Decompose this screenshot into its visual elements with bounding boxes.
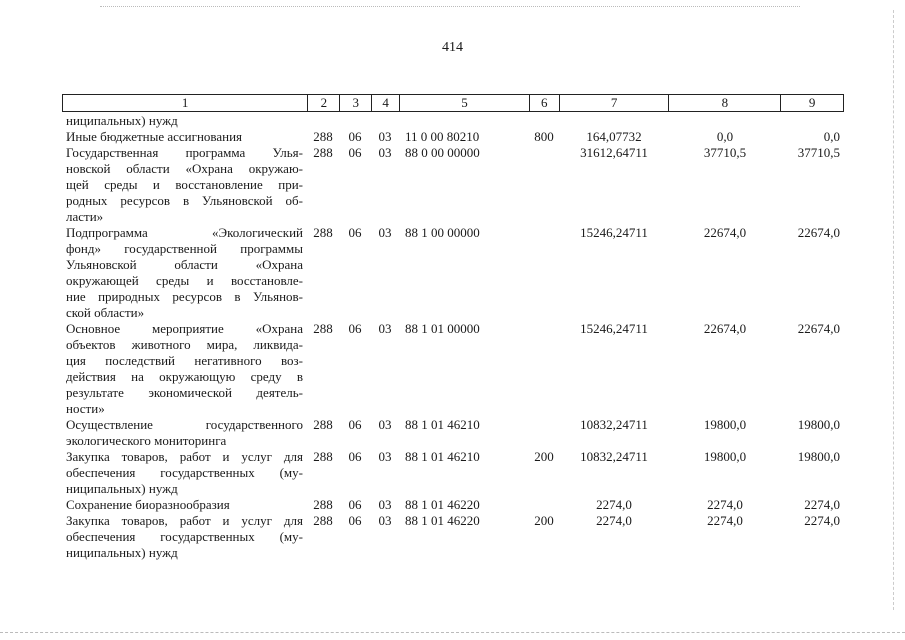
row-description [62,145,307,225]
table-row [62,449,844,497]
ministry-code: 288 [313,225,333,240]
row-description [62,225,307,321]
ministry-code: 288 [313,449,333,464]
scan-artifact-top [100,6,800,8]
target-article: 88 0 00 00000 [405,145,480,160]
amount-col-9 [781,113,844,129]
amount-col-9: 19800,0 [797,449,840,464]
expense-type [529,113,559,129]
section-code: 06 [348,145,362,160]
amount-col-7: 10832,24711 [580,449,648,464]
description-line: результате экономической деятель- [66,385,303,400]
header-col-4: 4 [371,95,399,111]
description-line: ской области» [66,305,145,320]
description-line: Закупка товаров, работ и услуг для [66,449,303,464]
amount-col-7: 15246,24711 [580,225,648,240]
amount-col-8: 19800,0 [703,417,747,432]
subsection-code: 03 [378,129,392,144]
description-line: ниципальных) нужд [66,545,178,560]
description-line: ние природных ресурсов в Ульянов- [66,289,303,304]
amount-col-9: 22674,0 [797,321,840,336]
subsection-code: 03 [378,321,392,336]
amount-col-9: 19800,0 [797,417,840,432]
table-header [62,94,844,112]
subsection-code: 03 [378,417,392,432]
description-line: Подпрограмма «Экологический [66,225,303,240]
description-line: обеспечения государственных (му- [66,529,303,544]
description-line: фонд» государственной программы [66,241,303,256]
amount-col-9: 2274,0 [804,513,840,528]
row-description [62,417,307,449]
description-line: Государственная программа Улья- [66,145,303,160]
header-col-9: 9 [780,95,843,111]
row-description [62,129,307,145]
target-article: 11 0 00 80210 [405,129,480,144]
header-col-8: 8 [668,95,780,111]
table-row [62,497,844,513]
table-row [62,145,844,225]
target-article: 88 1 00 00000 [405,225,480,240]
expense-type [529,321,559,417]
header-col-2: 2 [307,95,339,111]
amount-col-8: 2274,0 [707,497,743,512]
description-line: ниципальных) нужд [66,113,178,128]
section-code: 06 [348,225,362,240]
amount-col-7: 2274,0 [596,497,632,512]
target-article: 88 1 01 46210 [405,449,480,464]
target-article: 88 1 01 46210 [405,417,480,432]
page-number: 414 [442,40,463,55]
row-description [62,513,307,561]
expense-type [529,145,559,225]
subsection-code: 03 [378,497,392,512]
amount-col-9: 37710,5 [797,145,840,160]
table-row [62,113,844,129]
description-line: Осуществление государственного [66,417,303,432]
target-article: 88 1 01 46220 [405,513,480,528]
table-row [62,417,844,449]
header-col-6: 6 [529,95,559,111]
amount-col-8: 2274,0 [707,513,743,528]
scan-artifact-right [893,10,895,610]
section-code: 06 [348,417,362,432]
expense-type [529,417,559,449]
table-row [62,225,844,321]
amount-col-7: 164,07732 [586,129,642,144]
row-description [62,497,307,513]
subsection-code: 03 [378,145,392,160]
amount-col-8: 0,0 [716,129,734,144]
amount-col-8: 19800,0 [703,449,747,464]
target-article: 88 1 01 00000 [405,321,480,336]
amount-col-8: 22674,0 [703,225,747,240]
header-col-3: 3 [339,95,371,111]
target-article [399,113,529,129]
ministry-code: 288 [313,513,333,528]
amount-col-8: 37710,5 [703,145,747,160]
description-line: ниципальных) нужд [66,481,178,496]
amount-col-7: 10832,24711 [580,417,648,432]
amount-col-9: 2274,0 [804,497,840,512]
description-line: обеспечения государственных (му- [66,465,303,480]
row-description [62,113,307,129]
scan-artifact-bottom [0,632,905,634]
description-line: ция последствий негативного воз- [66,353,303,368]
table-row [62,129,844,145]
amount-col-7 [559,113,669,129]
description-line: ласти» [66,209,104,224]
amount-col-8 [669,113,781,129]
subsection-code: 03 [378,449,392,464]
amount-col-8: 22674,0 [703,321,747,336]
description-line: ности» [66,401,105,416]
subsection-code [371,113,399,129]
section-code [339,113,371,129]
ministry-code: 288 [313,497,333,512]
description-line: окружающей среды и восстановле- [66,273,303,288]
subsection-code: 03 [378,513,392,528]
expense-type [529,497,559,513]
description-line: родных ресурсов в Ульяновской об- [66,193,303,208]
section-code: 06 [348,321,362,336]
section-code: 06 [348,497,362,512]
amount-col-9: 0,0 [823,129,840,144]
description-line: Иные бюджетные ассигнования [66,129,243,144]
description-line: Ульяновской области «Охрана [66,257,303,272]
amount-col-7: 15246,24711 [580,321,648,336]
ministry-code [307,113,339,129]
description-line: действия на окружающую среду в [66,369,303,384]
header-col-1: 1 [181,95,189,110]
ministry-code: 288 [313,145,333,160]
section-code: 06 [348,513,362,528]
table-row [62,513,844,561]
description-line: Основное мероприятие «Охрана [66,321,303,336]
expense-type: 200 [534,449,554,464]
description-line: щей среды и восстановление при- [66,177,303,192]
header-col-7: 7 [559,95,669,111]
description-line: Закупка товаров, работ и услуг для [66,513,303,528]
amount-col-7: 2274,0 [596,513,632,528]
row-description [62,449,307,497]
description-line: Сохранение биоразнообразия [66,497,230,512]
table-body [62,113,844,561]
description-line: экологического мониторинга [66,433,227,448]
amount-col-9: 22674,0 [797,225,840,240]
header-col-5: 5 [399,95,529,111]
expense-type: 800 [534,129,554,144]
table-row [62,321,844,417]
section-code: 06 [348,129,362,144]
expense-type: 200 [534,513,554,528]
subsection-code: 03 [378,225,392,240]
ministry-code: 288 [313,417,333,432]
expense-type [529,225,559,321]
section-code: 06 [348,449,362,464]
ministry-code: 288 [313,321,333,336]
ministry-code: 288 [313,129,333,144]
target-article: 88 1 01 46220 [405,497,480,512]
amount-col-7: 31612,64711 [580,145,648,160]
description-line: новской области «Охрана окружаю- [66,161,303,176]
row-description [62,321,307,417]
description-line: объектов животного мира, ликвида- [66,337,303,352]
